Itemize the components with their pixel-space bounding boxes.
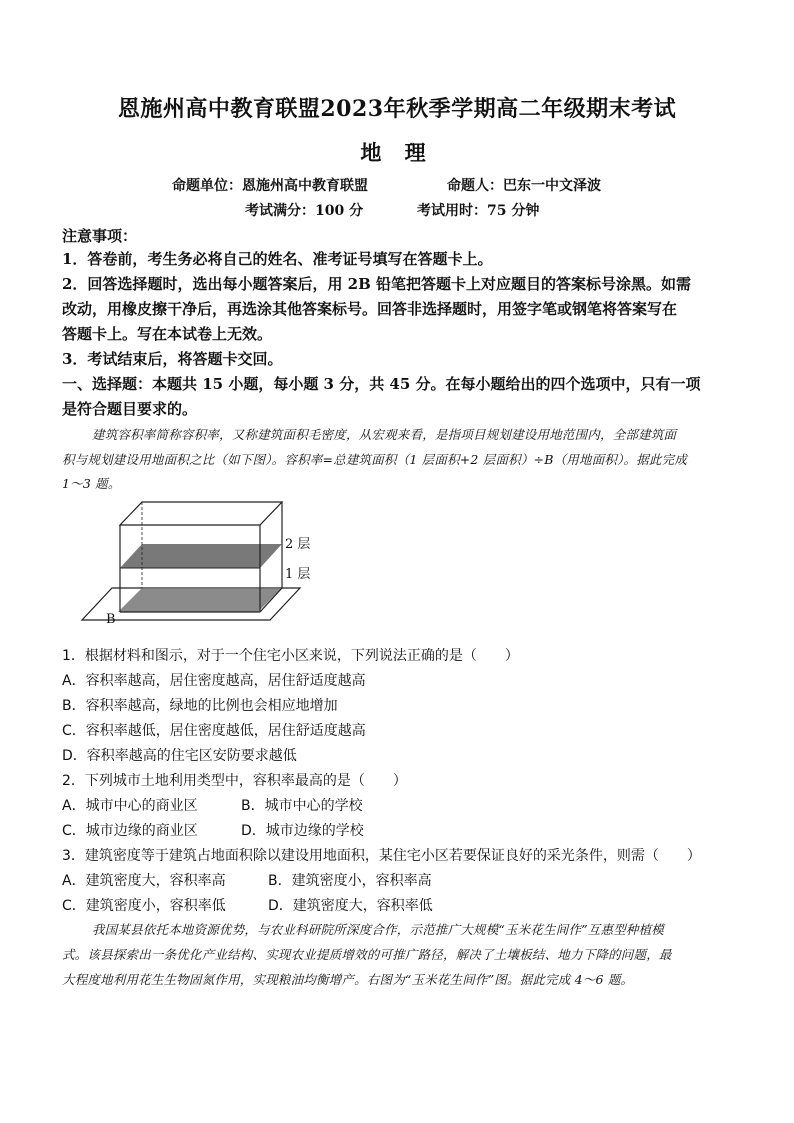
subject-title: 地 理 bbox=[360, 140, 434, 165]
material-2-line-2: 式。该县探索出一条优化产业结构、实现农业提质增效的可推广路径，解决了土壤板结、地力下降的问题，最 bbox=[62, 947, 672, 962]
q3-option-c: C．建筑密度小，容积率低 bbox=[62, 898, 226, 914]
floor-area-ratio-figure bbox=[74, 492, 334, 632]
floor-1-label: 1 层 bbox=[285, 567, 311, 582]
section-heading-line-1: 一、选择题：本题共 15 小题，每小题 3 分，共 45 分。在每小题给出的四个选项中，只有一项 bbox=[62, 375, 701, 393]
q2-option-b: B．城市中心的学校 bbox=[241, 798, 363, 814]
notice-item-1: 1．答卷前，考生务必将自己的姓名、准考证号填写在答题卡上。 bbox=[62, 250, 493, 268]
material-1-line-3: 1～3 题。 bbox=[62, 476, 121, 491]
proposition-unit: 命题单位：恩施州高中教育联盟 bbox=[172, 178, 368, 194]
section-heading-line-2: 是符合题目要求的。 bbox=[62, 400, 198, 418]
time-limit: 考试用时：75 分钟 bbox=[417, 203, 540, 219]
full-score: 考试满分：100 分 bbox=[245, 203, 364, 219]
notice-item-2-line-3: 答题卡上。写在本试卷上无效。 bbox=[62, 325, 273, 343]
material-1-line-2: 积与规划建设用地面积之比（如下图）。容积率=总建筑面积（1 层面积+2 层面积）÷B（用地面积）。据此完成 bbox=[62, 452, 688, 467]
floor-1-slab bbox=[118, 588, 282, 612]
roof-outline bbox=[120, 502, 282, 525]
material-2-line-3: 大程度地利用花生生物固氮作用，实现粮油均衡增产。右图为“玉米花生间作”图。据此完成 4～6 题。 bbox=[62, 972, 634, 987]
q3-stem: 3．建筑密度等于建筑占地面积除以建设用地面积，某住宅小区若要保证良好的采光条件，则需（ ） bbox=[62, 848, 701, 864]
floor-2-label: 2 层 bbox=[285, 537, 311, 552]
q3-option-d: D．建筑密度大，容积率低 bbox=[268, 898, 433, 914]
q1-stem: 1．根据材料和图示，对于一个住宅小区来说，下列说法正确的是（ ） bbox=[62, 648, 519, 664]
notice-item-2-line-2: 改动，用橡皮擦干净后，再选涂其他答案标号。回答非选择题时，用签字笔或钢笔将答案写在 bbox=[62, 300, 678, 318]
floor-2-slab bbox=[120, 544, 282, 568]
q2-option-d: D．城市边缘的学校 bbox=[241, 823, 364, 839]
proposition-author: 命题人：巴东一中文泽波 bbox=[447, 178, 601, 194]
q1-option-b: B．容积率越高，绿地的比例也会相应地增加 bbox=[62, 698, 338, 714]
q2-stem: 2．下列城市土地利用类型中，容积率最高的是（ ） bbox=[62, 773, 407, 789]
q2-option-a: A．城市中心的商业区 bbox=[62, 798, 198, 814]
material-2-line-1: 我国某县依托本地资源优势，与农业科研院所深度合作，示范推广大规模“玉米花生间作”互惠型种植模 bbox=[92, 922, 664, 937]
notice-item-3: 3．考试结束后，将答题卡交回。 bbox=[62, 350, 283, 368]
exam-title: 恩施州高中教育联盟2023年秋季学期高二年级期末考试 bbox=[117, 96, 677, 122]
q2-option-c: C．城市边缘的商业区 bbox=[62, 823, 198, 839]
notice-heading: 注意事项： bbox=[62, 227, 138, 245]
notice-item-2-line-1: 2．回答选择题时，选出每小题答案后，用 2B 铅笔把答题卡上对应题目的答案标号涂黑。如需 bbox=[62, 275, 692, 293]
q1-option-a: A．容积率越高，居住密度越高，居住舒适度越高 bbox=[62, 673, 366, 689]
q3-option-a: A．建筑密度大，容积率高 bbox=[62, 873, 226, 889]
material-1-line-1: 建筑容积率简称容积率，又称建筑面积毛密度，从宏观来看，是指项目规划建设用地范围内，全部建筑面 bbox=[92, 427, 677, 442]
q1-option-d: D．容积率越高的住宅区安防要求越低 bbox=[62, 748, 297, 764]
q1-option-c: C．容积率越低，居住密度越低，居住舒适度越高 bbox=[62, 723, 366, 739]
land-area-label: B bbox=[106, 612, 116, 627]
q3-option-b: B．建筑密度小，容积率高 bbox=[268, 873, 432, 889]
